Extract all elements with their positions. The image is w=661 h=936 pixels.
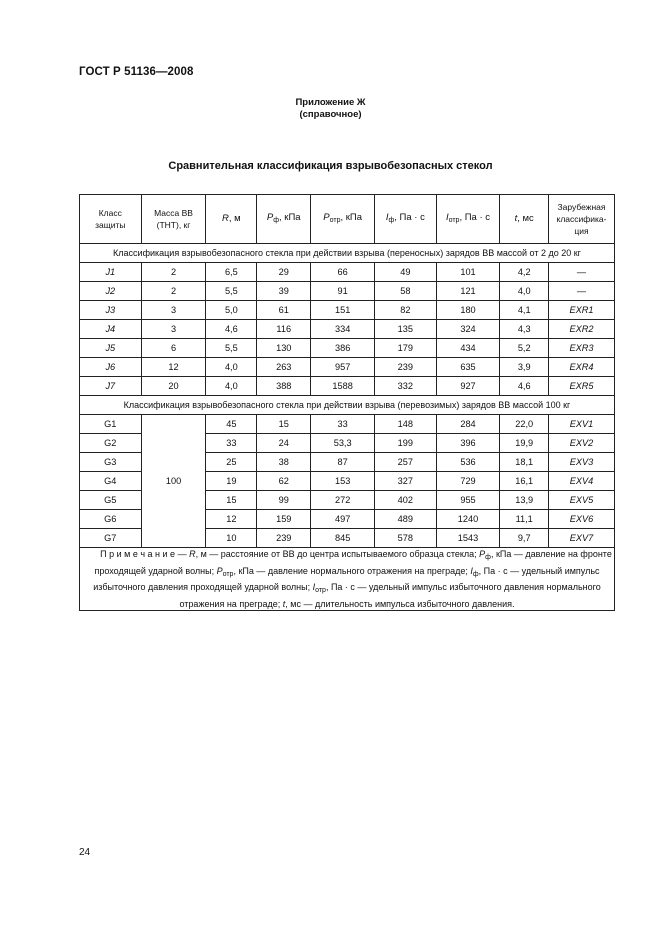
note-fragment: t xyxy=(282,598,286,609)
section-row xyxy=(80,244,615,263)
table-cell: — xyxy=(549,263,615,282)
table-cell: 6 xyxy=(141,339,206,358)
note-fragment: R xyxy=(189,549,196,559)
table-cell: 19 xyxy=(206,472,257,491)
table-cell: 6,5 xyxy=(206,263,257,282)
col-header-r: R, м xyxy=(206,195,257,244)
table-cell: 22,0 xyxy=(500,415,549,434)
table-cell: 239 xyxy=(257,529,311,548)
table-cell: 4,3 xyxy=(500,320,549,339)
table-cell: EXR1 xyxy=(549,301,615,320)
table-cell: G1 xyxy=(80,415,142,434)
table-cell: G3 xyxy=(80,453,142,472)
table-cell: 82 xyxy=(375,301,437,320)
table-cell: 5,2 xyxy=(500,339,549,358)
table-cell: 284 xyxy=(436,415,500,434)
table-cell: 135 xyxy=(375,320,437,339)
note-fragment: П р и м е ч а н и е xyxy=(100,549,176,559)
table-cell: 324 xyxy=(436,320,500,339)
table-cell: 927 xyxy=(436,377,500,396)
col-header-pf: $P_ф$, кПа xyxy=(257,195,311,244)
table-cell: 62 xyxy=(257,472,311,491)
table-cell: 99 xyxy=(257,491,311,510)
table-cell: EXV4 xyxy=(549,472,615,491)
table-cell: G2 xyxy=(80,434,142,453)
table-cell: 45 xyxy=(206,415,257,434)
note-fragment: ф xyxy=(485,554,491,561)
table-cell: 16,1 xyxy=(500,472,549,491)
table-cell: 1240 xyxy=(436,510,500,529)
table-row xyxy=(80,358,615,377)
table-cell: J2 xyxy=(80,282,142,301)
table-cell: 239 xyxy=(375,358,437,377)
table-cell: 489 xyxy=(375,510,437,529)
table-cell: 10 xyxy=(206,529,257,548)
table-cell: 4,6 xyxy=(206,320,257,339)
table-cell: 179 xyxy=(375,339,437,358)
table-cell: 2 xyxy=(141,263,206,282)
note-fragment: P xyxy=(479,549,486,559)
section-1-heading: Классификация взрывобезопасного стекла при действии взрыва (переносных) зарядов ВВ массой от 2 до 20 кг xyxy=(80,244,615,263)
table-cell: 18,1 xyxy=(500,453,549,472)
table-cell: 3,9 xyxy=(500,358,549,377)
note-fragment: I xyxy=(312,582,316,593)
table-cell: 20 xyxy=(141,377,206,396)
table-cell: 5,5 xyxy=(206,339,257,358)
table-note xyxy=(80,548,615,611)
table-cell: 121 xyxy=(436,282,500,301)
table-cell: 4,0 xyxy=(206,377,257,396)
table-cell: 153 xyxy=(311,472,375,491)
table-row xyxy=(80,301,615,320)
table-cell: 497 xyxy=(311,510,375,529)
note-fragment: отр xyxy=(315,587,326,595)
table-row xyxy=(80,415,615,434)
table-cell: J6 xyxy=(80,358,142,377)
note-fragment: , кПа — давление на фронте проходящей ударной волны; xyxy=(94,549,612,576)
table-cell: 61 xyxy=(257,301,311,320)
table-cell: 19,9 xyxy=(500,434,549,453)
table-cell: 2 xyxy=(141,282,206,301)
table-cell: 24 xyxy=(257,434,311,453)
table-cell: 4,0 xyxy=(206,358,257,377)
table-cell: 957 xyxy=(311,358,375,377)
table-cell: 396 xyxy=(436,434,500,453)
table-cell: 334 xyxy=(311,320,375,339)
note-fragment: , Па · с — удельный импульс избыточного давления нормального отражения на преграде; xyxy=(179,582,601,609)
table-cell: 3 xyxy=(141,320,206,339)
table-cell: J1 xyxy=(80,263,142,282)
table-cell: — xyxy=(549,282,615,301)
table-row xyxy=(80,339,615,358)
table-cell: 25 xyxy=(206,453,257,472)
table-cell: 845 xyxy=(311,529,375,548)
note-fragment: — xyxy=(175,549,190,559)
table-cell: 148 xyxy=(375,415,437,434)
table-cell: 116 xyxy=(257,320,311,339)
table-cell: 5,5 xyxy=(206,282,257,301)
note-fragment: I xyxy=(470,565,473,576)
table-cell: 1543 xyxy=(436,529,500,548)
table-cell: EXV5 xyxy=(549,491,615,510)
section-row xyxy=(80,396,615,415)
table-cell: 5,0 xyxy=(206,301,257,320)
table-cell: 434 xyxy=(436,339,500,358)
classification-table xyxy=(79,194,615,611)
table-cell: 53,3 xyxy=(311,434,375,453)
table-cell: G7 xyxy=(80,529,142,548)
table-cell: G6 xyxy=(80,510,142,529)
table-cell: 578 xyxy=(375,529,437,548)
table-cell: 199 xyxy=(375,434,437,453)
note-row xyxy=(80,548,615,611)
table-cell: J3 xyxy=(80,301,142,320)
table-cell: EXR3 xyxy=(549,339,615,358)
table-cell: 38 xyxy=(257,453,311,472)
table-cell: 327 xyxy=(375,472,437,491)
table-cell: 66 xyxy=(311,263,375,282)
table-cell: 3 xyxy=(141,301,206,320)
table-row xyxy=(80,263,615,282)
table-cell: J4 xyxy=(80,320,142,339)
page-number: 24 xyxy=(79,847,91,858)
col-header-foreign: Зарубежная классифика- ция xyxy=(549,195,615,244)
table-row xyxy=(80,320,615,339)
table-row xyxy=(80,377,615,396)
table-cell: EXR5 xyxy=(549,377,615,396)
table-cell: 402 xyxy=(375,491,437,510)
table-cell: 33 xyxy=(311,415,375,434)
mass-cell-merged: 100 xyxy=(141,415,206,548)
table-cell: EXV7 xyxy=(549,529,615,548)
table-cell: 263 xyxy=(257,358,311,377)
table-cell: 4,1 xyxy=(500,301,549,320)
col-header-class: Класс защиты xyxy=(80,195,142,244)
table-cell: 272 xyxy=(311,491,375,510)
table-cell: 11,1 xyxy=(500,510,549,529)
table-cell: 13,9 xyxy=(500,491,549,510)
table-cell: EXV2 xyxy=(549,434,615,453)
table-cell: 955 xyxy=(436,491,500,510)
appendix-type: (справочное) xyxy=(299,109,362,120)
table-cell: 388 xyxy=(257,377,311,396)
section-2-heading: Классификация взрывобезопасного стекла при действии взрыва (перевозимых) зарядов ВВ массой 100 кг xyxy=(80,396,615,415)
table-cell: J7 xyxy=(80,377,142,396)
note-fragment: P xyxy=(216,565,223,576)
table-cell: 536 xyxy=(436,453,500,472)
table-cell: 33 xyxy=(206,434,257,453)
col-header-t: t, мс xyxy=(500,195,549,244)
note-fragment: ф xyxy=(472,570,479,578)
table-cell: EXR2 xyxy=(549,320,615,339)
table-cell: 4,2 xyxy=(500,263,549,282)
table-cell: EXR4 xyxy=(549,358,615,377)
table-cell: 151 xyxy=(311,301,375,320)
table-cell: 91 xyxy=(311,282,375,301)
table-cell: EXV3 xyxy=(549,453,615,472)
table-row xyxy=(80,282,615,301)
table-cell: EXV6 xyxy=(549,510,615,529)
table-cell: G5 xyxy=(80,491,142,510)
table-cell: 729 xyxy=(436,472,500,491)
table-cell: 101 xyxy=(436,263,500,282)
document-number: ГОСТ Р 51136—2008 xyxy=(79,66,194,78)
table-cell: 180 xyxy=(436,301,500,320)
table-cell: 39 xyxy=(257,282,311,301)
note-fragment: , м — расстояние от ВВ до центра испытываемого образца стекла; xyxy=(195,549,480,559)
table-cell: 159 xyxy=(257,510,311,529)
table-cell: 58 xyxy=(375,282,437,301)
col-header-mass: Масса ВВ (ТНТ), кг xyxy=(141,195,206,244)
table-cell: 49 xyxy=(375,263,437,282)
table-cell: 1588 xyxy=(311,377,375,396)
table-cell: 87 xyxy=(311,453,375,472)
table-cell: 332 xyxy=(375,377,437,396)
table-cell: 4,6 xyxy=(500,377,549,396)
col-header-iotr: $I_{отр}$, Па · с xyxy=(436,195,500,244)
table-cell: J5 xyxy=(80,339,142,358)
table-cell: 12 xyxy=(206,510,257,529)
table-cell: 15 xyxy=(206,491,257,510)
appendix-title: Приложение Ж xyxy=(295,97,366,108)
table-cell: 12 xyxy=(141,358,206,377)
table-cell: 9,7 xyxy=(500,529,549,548)
table-cell: 29 xyxy=(257,263,311,282)
table-cell: 257 xyxy=(375,453,437,472)
note-fragment: отр xyxy=(222,570,234,578)
table-cell: 130 xyxy=(257,339,311,358)
table-cell: 635 xyxy=(436,358,500,377)
col-header-potr: $P_{отр}$, кПа xyxy=(311,195,375,244)
table-cell: 15 xyxy=(257,415,311,434)
note-fragment: , Па · с — удельный импульс избыточного давления проходящей ударной волны; xyxy=(93,565,600,593)
col-header-if: $I_ф$, Па · с xyxy=(375,195,437,244)
table-cell: 4,0 xyxy=(500,282,549,301)
note-fragment: , кПа — давление нормального отражения на преграде; xyxy=(233,565,471,576)
header-row xyxy=(80,195,615,244)
table-cell: EXV1 xyxy=(549,415,615,434)
table-title: Сравнительная классификация взрывобезопасных стекол xyxy=(168,160,493,172)
table-cell: 386 xyxy=(311,339,375,358)
note-fragment: , мс — длительность импульса избыточного давления. xyxy=(285,598,515,609)
table-cell: G4 xyxy=(80,472,142,491)
